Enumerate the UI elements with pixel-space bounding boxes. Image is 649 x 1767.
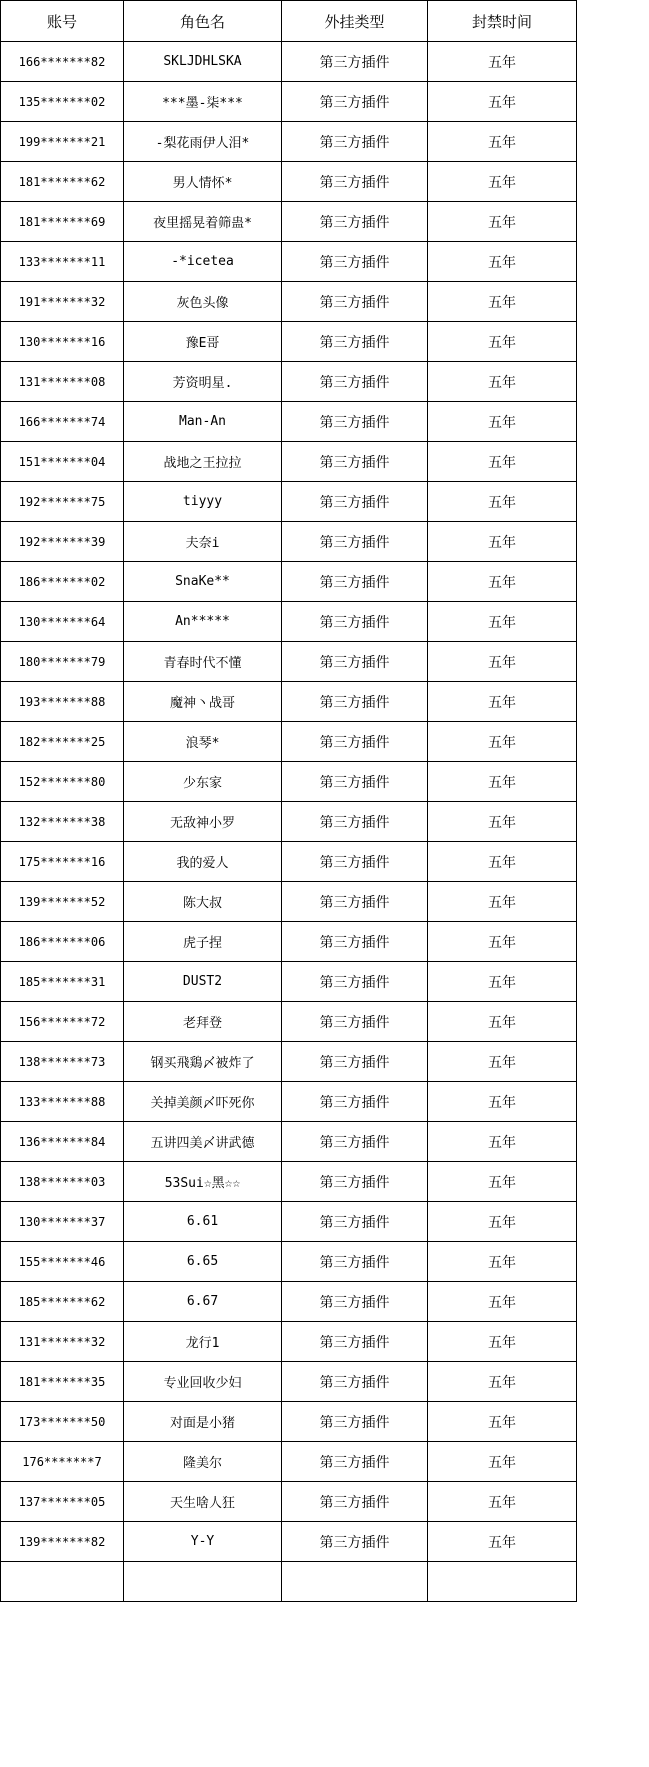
ban-duration-cell: 五年	[428, 42, 577, 82]
table-row	[1, 1442, 577, 1482]
table-body	[1, 42, 577, 1602]
table-row	[1, 962, 577, 1002]
account-cell: 130*******16	[1, 322, 124, 362]
table-row	[1, 162, 577, 202]
account-cell: 185*******62	[1, 1282, 124, 1322]
header-role-name: 角色名	[124, 1, 282, 42]
table-row	[1, 682, 577, 722]
role-name-cell: 少东家	[124, 762, 282, 802]
ban-duration-cell: 五年	[428, 362, 577, 402]
table-row	[1, 842, 577, 882]
ban-duration-cell: 五年	[428, 1242, 577, 1282]
account-cell: 138*******73	[1, 1042, 124, 1082]
role-name-cell: tiyyy	[124, 482, 282, 522]
cheat-type-cell: 第三方插件	[282, 1482, 428, 1522]
cheat-type-cell	[282, 1562, 428, 1602]
ban-duration-cell: 五年	[428, 202, 577, 242]
table-row	[1, 1282, 577, 1322]
cheat-type-cell: 第三方插件	[282, 202, 428, 242]
cheat-type-cell: 第三方插件	[282, 642, 428, 682]
account-cell: 186*******02	[1, 562, 124, 602]
table-row	[1, 1482, 577, 1522]
header-ban-duration: 封禁时间	[428, 1, 577, 42]
cheat-type-cell: 第三方插件	[282, 922, 428, 962]
account-cell: 192*******39	[1, 522, 124, 562]
cheat-type-cell: 第三方插件	[282, 1162, 428, 1202]
role-name-cell: 龙行1	[124, 1322, 282, 1362]
account-cell: 175*******16	[1, 842, 124, 882]
cheat-type-cell: 第三方插件	[282, 602, 428, 642]
table-row	[1, 1322, 577, 1362]
table-row	[1, 922, 577, 962]
cheat-type-cell: 第三方插件	[282, 322, 428, 362]
cheat-type-cell: 第三方插件	[282, 1042, 428, 1082]
ban-duration-cell: 五年	[428, 922, 577, 962]
role-name-cell: 芳资明星.	[124, 362, 282, 402]
cheat-type-cell: 第三方插件	[282, 402, 428, 442]
cheat-type-cell: 第三方插件	[282, 682, 428, 722]
account-cell: 199*******21	[1, 122, 124, 162]
ban-duration-cell: 五年	[428, 1002, 577, 1042]
table-row	[1, 1162, 577, 1202]
ban-duration-cell: 五年	[428, 482, 577, 522]
header-cheat-type: 外挂类型	[282, 1, 428, 42]
cheat-type-cell: 第三方插件	[282, 242, 428, 282]
role-name-cell: SKLJDHLSKA	[124, 42, 282, 82]
table-row	[1, 762, 577, 802]
cheat-type-cell: 第三方插件	[282, 1242, 428, 1282]
role-name-cell: 对面是小猪	[124, 1402, 282, 1442]
role-name-cell: -梨花雨伊人泪*	[124, 122, 282, 162]
account-cell: 138*******03	[1, 1162, 124, 1202]
account-cell: 181*******62	[1, 162, 124, 202]
account-cell: 180*******79	[1, 642, 124, 682]
role-name-cell	[124, 1562, 282, 1602]
table-row	[1, 442, 577, 482]
table-row	[1, 1122, 577, 1162]
account-cell: 139*******52	[1, 882, 124, 922]
ban-duration-cell: 五年	[428, 322, 577, 362]
ban-duration-cell: 五年	[428, 1442, 577, 1482]
table-row	[1, 522, 577, 562]
account-cell: 133*******88	[1, 1082, 124, 1122]
account-cell: 166*******82	[1, 42, 124, 82]
ban-duration-cell: 五年	[428, 282, 577, 322]
cheat-type-cell: 第三方插件	[282, 482, 428, 522]
account-cell: 131*******32	[1, 1322, 124, 1362]
account-cell: 181*******69	[1, 202, 124, 242]
role-name-cell: 虎子捏	[124, 922, 282, 962]
ban-duration-cell: 五年	[428, 1122, 577, 1162]
table-row	[1, 122, 577, 162]
table-row	[1, 1522, 577, 1562]
table-row	[1, 1002, 577, 1042]
ban-duration-cell: 五年	[428, 1362, 577, 1402]
role-name-cell: 魔神丶战哥	[124, 682, 282, 722]
table-row	[1, 82, 577, 122]
cheat-type-cell: 第三方插件	[282, 1082, 428, 1122]
account-cell: 133*******11	[1, 242, 124, 282]
ban-duration-cell: 五年	[428, 522, 577, 562]
role-name-cell: ***墨-柒***	[124, 82, 282, 122]
cheat-type-cell: 第三方插件	[282, 1522, 428, 1562]
table-row	[1, 282, 577, 322]
cheat-type-cell: 第三方插件	[282, 962, 428, 1002]
table-row	[1, 642, 577, 682]
cheat-type-cell: 第三方插件	[282, 1322, 428, 1362]
cheat-type-cell: 第三方插件	[282, 122, 428, 162]
role-name-cell: 天生啥人狂	[124, 1482, 282, 1522]
account-cell: 186*******06	[1, 922, 124, 962]
role-name-cell: 豫E哥	[124, 322, 282, 362]
cheat-type-cell: 第三方插件	[282, 562, 428, 602]
header-account: 账号	[1, 1, 124, 42]
cheat-type-cell: 第三方插件	[282, 42, 428, 82]
role-name-cell: 灰色头像	[124, 282, 282, 322]
cheat-type-cell: 第三方插件	[282, 1402, 428, 1442]
role-name-cell: 53Sui☆黑☆☆	[124, 1162, 282, 1202]
role-name-cell: 关掉美颜〆吓死你	[124, 1082, 282, 1122]
account-cell: 191*******32	[1, 282, 124, 322]
role-name-cell: 我的爱人	[124, 842, 282, 882]
ban-duration-cell: 五年	[428, 682, 577, 722]
table-row	[1, 1362, 577, 1402]
role-name-cell: 老拜登	[124, 1002, 282, 1042]
ban-duration-cell: 五年	[428, 1162, 577, 1202]
role-name-cell: 陈大叔	[124, 882, 282, 922]
account-cell: 182*******25	[1, 722, 124, 762]
ban-duration-cell: 五年	[428, 122, 577, 162]
ban-duration-cell: 五年	[428, 1202, 577, 1242]
table-row	[1, 1562, 577, 1602]
cheat-type-cell: 第三方插件	[282, 522, 428, 562]
account-cell: 193*******88	[1, 682, 124, 722]
cheat-type-cell: 第三方插件	[282, 802, 428, 842]
table-row	[1, 1042, 577, 1082]
account-cell: 166*******74	[1, 402, 124, 442]
table-row	[1, 42, 577, 82]
cheat-type-cell: 第三方插件	[282, 1002, 428, 1042]
cheat-type-cell: 第三方插件	[282, 842, 428, 882]
account-cell: 130*******64	[1, 602, 124, 642]
ban-duration-cell: 五年	[428, 962, 577, 1002]
role-name-cell: 隆美尔	[124, 1442, 282, 1482]
account-cell: 152*******80	[1, 762, 124, 802]
table-row	[1, 802, 577, 842]
table-header	[1, 1, 577, 42]
cheat-type-cell: 第三方插件	[282, 722, 428, 762]
account-cell: 181*******35	[1, 1362, 124, 1402]
account-cell: 192*******75	[1, 482, 124, 522]
ban-duration-cell: 五年	[428, 562, 577, 602]
role-name-cell: 浪琴*	[124, 722, 282, 762]
ban-duration-cell: 五年	[428, 602, 577, 642]
cheat-type-cell: 第三方插件	[282, 882, 428, 922]
ban-duration-cell: 五年	[428, 842, 577, 882]
role-name-cell: 6.67	[124, 1282, 282, 1322]
role-name-cell: Y-Y	[124, 1522, 282, 1562]
table-row	[1, 482, 577, 522]
ban-duration-cell: 五年	[428, 642, 577, 682]
table-row	[1, 322, 577, 362]
role-name-cell: -*icetea	[124, 242, 282, 282]
cheat-type-cell: 第三方插件	[282, 442, 428, 482]
cheat-type-cell: 第三方插件	[282, 1282, 428, 1322]
ban-duration-cell: 五年	[428, 402, 577, 442]
account-cell: 132*******38	[1, 802, 124, 842]
ban-duration-cell: 五年	[428, 722, 577, 762]
ban-duration-cell: 五年	[428, 1282, 577, 1322]
ban-duration-cell: 五年	[428, 242, 577, 282]
account-cell: 173*******50	[1, 1402, 124, 1442]
table-row	[1, 1202, 577, 1242]
table-row	[1, 1082, 577, 1122]
ban-duration-cell: 五年	[428, 882, 577, 922]
role-name-cell: 男人情怀*	[124, 162, 282, 202]
cheat-type-cell: 第三方插件	[282, 82, 428, 122]
header-row	[1, 1, 577, 42]
account-cell: 176*******7	[1, 1442, 124, 1482]
table-row	[1, 402, 577, 442]
role-name-cell: 战地之王拉拉	[124, 442, 282, 482]
cheat-type-cell: 第三方插件	[282, 1122, 428, 1162]
account-cell: 185*******31	[1, 962, 124, 1002]
table-row	[1, 722, 577, 762]
role-name-cell: Man-An	[124, 402, 282, 442]
role-name-cell: 青春时代不懂	[124, 642, 282, 682]
role-name-cell: 五讲四美〆讲武德	[124, 1122, 282, 1162]
role-name-cell: 钢买飛鶏〆被炸了	[124, 1042, 282, 1082]
role-name-cell: 夫奈i	[124, 522, 282, 562]
ban-duration-cell: 五年	[428, 1322, 577, 1362]
account-cell: 131*******08	[1, 362, 124, 402]
cheat-type-cell: 第三方插件	[282, 362, 428, 402]
cheat-type-cell: 第三方插件	[282, 1442, 428, 1482]
ban-duration-cell: 五年	[428, 802, 577, 842]
table-row	[1, 882, 577, 922]
account-cell: 137*******05	[1, 1482, 124, 1522]
ban-duration-cell: 五年	[428, 1042, 577, 1082]
account-cell: 155*******46	[1, 1242, 124, 1282]
table-row	[1, 362, 577, 402]
ban-duration-cell: 五年	[428, 762, 577, 802]
table-row	[1, 1402, 577, 1442]
ban-duration-cell: 五年	[428, 162, 577, 202]
table-row	[1, 242, 577, 282]
cheat-type-cell: 第三方插件	[282, 282, 428, 322]
account-cell: 135*******02	[1, 82, 124, 122]
role-name-cell: 夜里摇晃着筛蛊*	[124, 202, 282, 242]
role-name-cell: An*****	[124, 602, 282, 642]
ban-duration-cell: 五年	[428, 1522, 577, 1562]
account-cell: 139*******82	[1, 1522, 124, 1562]
role-name-cell: DUST2	[124, 962, 282, 1002]
role-name-cell: 6.65	[124, 1242, 282, 1282]
ban-duration-cell: 五年	[428, 1402, 577, 1442]
role-name-cell: 无敌神小罗	[124, 802, 282, 842]
role-name-cell: SnaKe**	[124, 562, 282, 602]
table-row	[1, 202, 577, 242]
ban-duration-cell: 五年	[428, 82, 577, 122]
table-row	[1, 1242, 577, 1282]
role-name-cell: 6.61	[124, 1202, 282, 1242]
account-cell: 151*******04	[1, 442, 124, 482]
account-cell	[1, 1562, 124, 1602]
table-row	[1, 602, 577, 642]
ban-duration-cell: 五年	[428, 442, 577, 482]
cheat-type-cell: 第三方插件	[282, 162, 428, 202]
cheat-type-cell: 第三方插件	[282, 1202, 428, 1242]
ban-duration-cell	[428, 1562, 577, 1602]
account-cell: 130*******37	[1, 1202, 124, 1242]
cheat-type-cell: 第三方插件	[282, 762, 428, 802]
ban-duration-cell: 五年	[428, 1482, 577, 1522]
account-cell: 136*******84	[1, 1122, 124, 1162]
account-cell: 156*******72	[1, 1002, 124, 1042]
cheat-type-cell: 第三方插件	[282, 1362, 428, 1402]
table-row	[1, 562, 577, 602]
ban-duration-cell: 五年	[428, 1082, 577, 1122]
role-name-cell: 专业回收少妇	[124, 1362, 282, 1402]
